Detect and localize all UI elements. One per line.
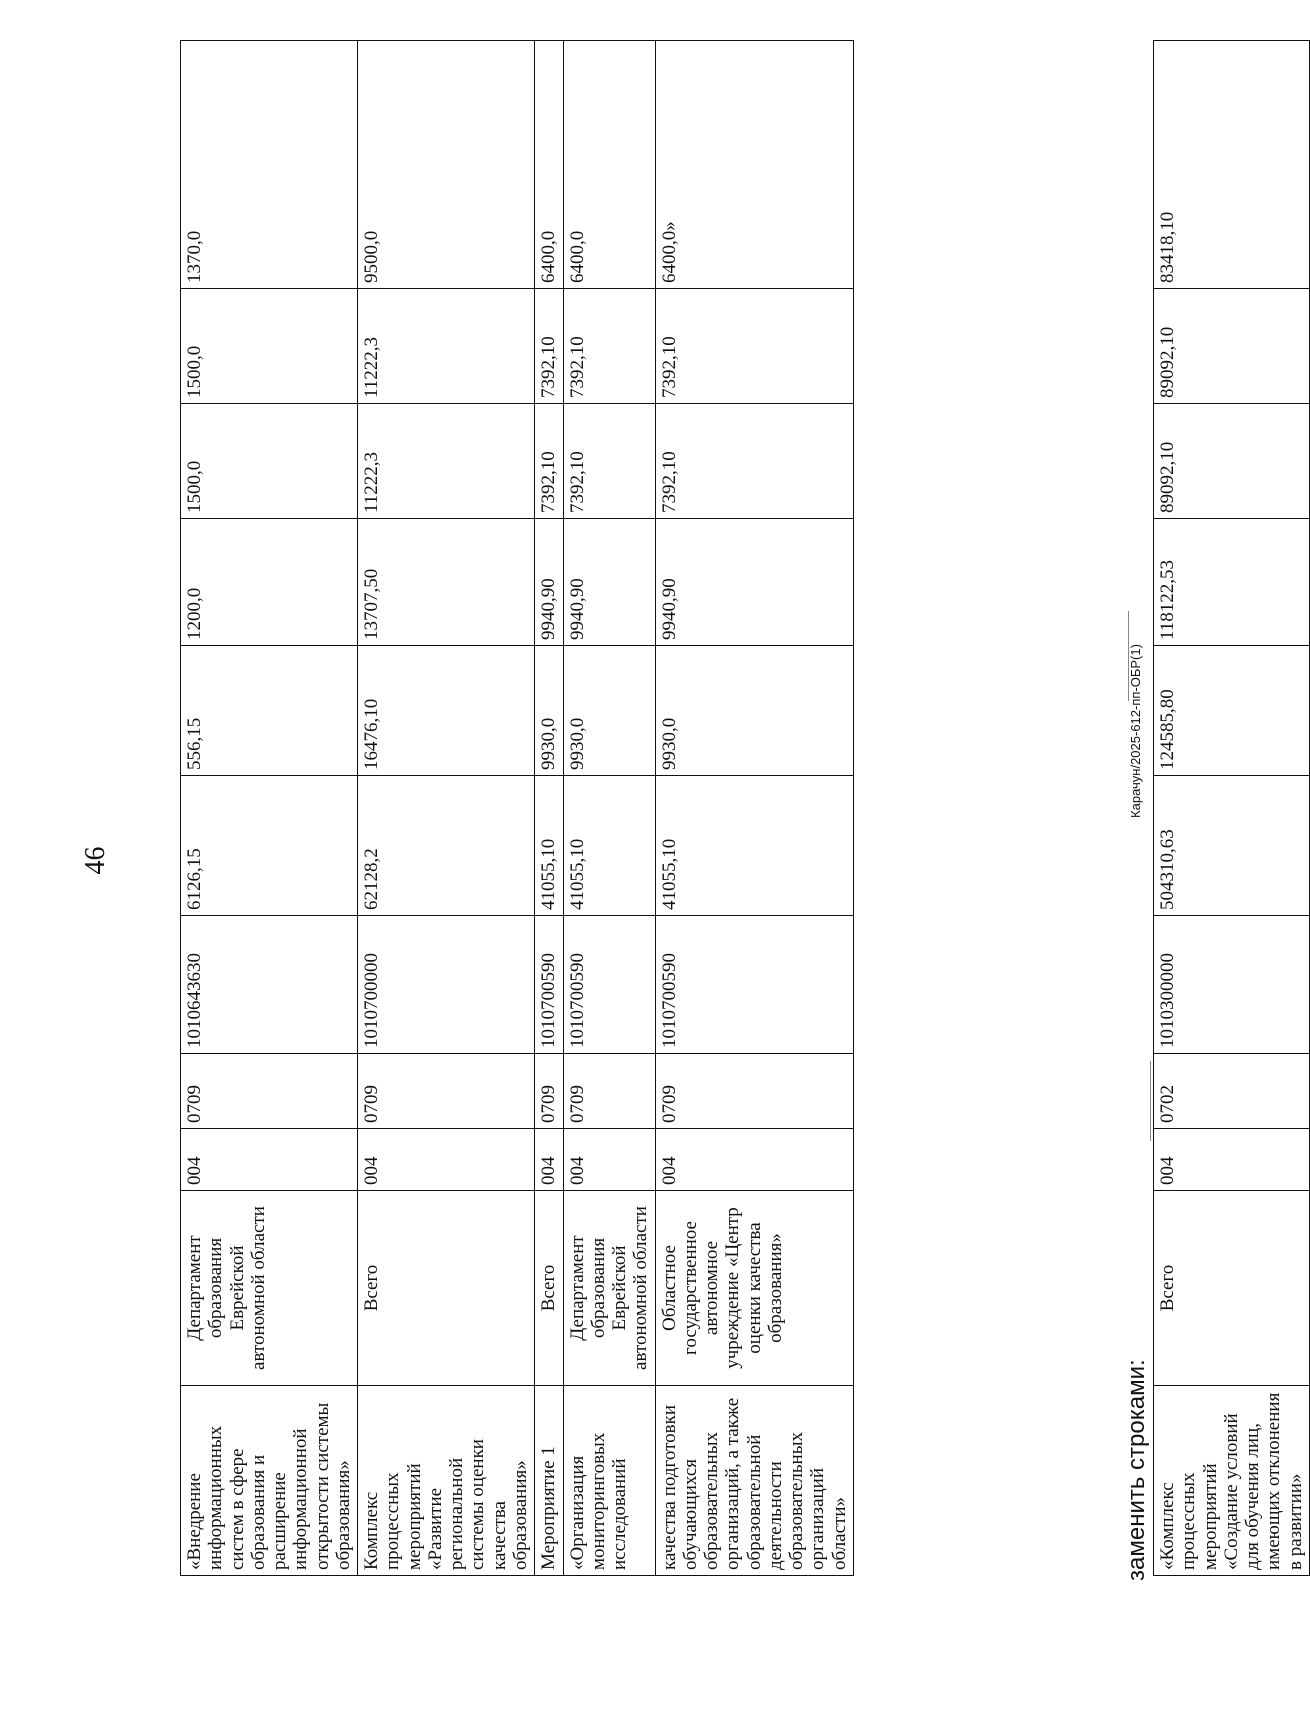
row-value: 1200,0 — [181, 519, 358, 646]
row-value: 89092,10 — [1154, 289, 1310, 404]
row-value: 9930,0 — [563, 646, 655, 776]
row-value: 62128,2 — [358, 776, 535, 916]
row-value: 504310,63 — [1154, 776, 1310, 916]
row-rzpr: 0709 — [563, 1054, 655, 1129]
row-grbs: 004 — [181, 1129, 358, 1191]
row-grbs: 004 — [655, 1129, 853, 1191]
row-value: 11222,3 — [358, 289, 535, 404]
row-value: 118122,53 — [1154, 519, 1310, 646]
row-csr: 1010700590 — [535, 916, 563, 1054]
row-value: 9940,90 — [655, 519, 853, 646]
replacement-table — [1153, 40, 1310, 1576]
row-executor: Департамент образования Еврейской автономной области — [563, 1191, 655, 1386]
scan-artifact-line — [1150, 1061, 1151, 1141]
row-csr: 1010700590 — [563, 916, 655, 1054]
row-csr: 1010300000 — [1154, 916, 1310, 1054]
row-value: 124585,80 — [1154, 646, 1310, 776]
row-value: 9940,90 — [563, 519, 655, 646]
row-value: 83418,10 — [1154, 41, 1310, 289]
row-grbs: 004 — [1154, 1129, 1310, 1191]
table-row — [1154, 41, 1310, 1576]
row-rzpr: 0709 — [655, 1054, 853, 1129]
row-value: 6126,15 — [181, 776, 358, 916]
row-value: 1500,0 — [181, 289, 358, 404]
table-row — [181, 41, 358, 1576]
row-value: 16476,10 — [358, 646, 535, 776]
row-executor: Департамент образования Еврейской автономной области — [181, 1191, 358, 1386]
row-value: 556,15 — [181, 646, 358, 776]
row-executor: Областное государственное автономное учреждение «Центр оценки качества образования» — [655, 1191, 853, 1386]
page-number: 46 — [80, 846, 111, 875]
row-rzpr: 0702 — [1154, 1054, 1310, 1129]
row-value: 7392,10 — [563, 289, 655, 404]
row-value: 11222,3 — [358, 404, 535, 519]
row-csr: 1010700590 — [655, 916, 853, 1054]
row-name: «Комплекс процессных мероприятий «Создание условий для обучения лиц, имеющих отклонения в развитии» — [1154, 1386, 1310, 1576]
row-name: качества подготовки обучающихся образовательных организаций, а также образовательной деятельности образовательных организаций области» — [655, 1386, 853, 1576]
table-row — [535, 41, 563, 1576]
row-value: 9930,0 — [655, 646, 853, 776]
row-value: 13707,50 — [358, 519, 535, 646]
row-value: 1500,0 — [181, 404, 358, 519]
row-value: 41055,10 — [563, 776, 655, 916]
row-value: 9930,0 — [535, 646, 563, 776]
row-value: 7392,10 — [563, 404, 655, 519]
row-rzpr: 0709 — [181, 1054, 358, 1129]
row-value: 6400,0» — [655, 41, 853, 289]
row-value: 6400,0 — [563, 41, 655, 289]
row-rzpr: 0709 — [358, 1054, 535, 1129]
row-value: 89092,10 — [1154, 404, 1310, 519]
row-value: 7392,10 — [535, 404, 563, 519]
row-executor: Всего — [535, 1191, 563, 1386]
row-value: 7392,10 — [655, 289, 853, 404]
replace-label: заменить строками: — [1123, 1359, 1150, 1581]
row-csr: 1010643630 — [181, 916, 358, 1054]
table-row — [358, 41, 535, 1576]
row-executor: Всего — [1154, 1191, 1310, 1386]
row-name: «Организация мониторинговых исследований — [563, 1386, 655, 1576]
row-executor: Всего — [358, 1191, 535, 1386]
row-value: 9940,90 — [535, 519, 563, 646]
row-name: «Внедрение информационных систем в сфере образования и расширение информационной открытости системы образования» — [181, 1386, 358, 1576]
row-name: Мероприятие 1 — [535, 1386, 563, 1576]
table-row — [655, 41, 853, 1576]
row-value: 7392,10 — [535, 289, 563, 404]
document-code: Карачун/2025-612-пп-ОБР(1) — [1128, 644, 1143, 818]
row-name: Комплекс процессных мероприятий «Развитие региональной системы оценки качества образования» — [358, 1386, 535, 1576]
table-row — [563, 41, 655, 1576]
row-grbs: 004 — [358, 1129, 535, 1191]
row-rzpr: 0709 — [535, 1054, 563, 1129]
row-value: 6400,0 — [535, 41, 563, 289]
row-grbs: 004 — [535, 1129, 563, 1191]
row-value: 7392,10 — [655, 404, 853, 519]
row-value: 9500,0 — [358, 41, 535, 289]
budget-table — [180, 40, 854, 1576]
row-csr: 1010700000 — [358, 916, 535, 1054]
row-value: 41055,10 — [535, 776, 563, 916]
row-value: 41055,10 — [655, 776, 853, 916]
row-value: 1370,0 — [181, 41, 358, 289]
row-grbs: 004 — [563, 1129, 655, 1191]
